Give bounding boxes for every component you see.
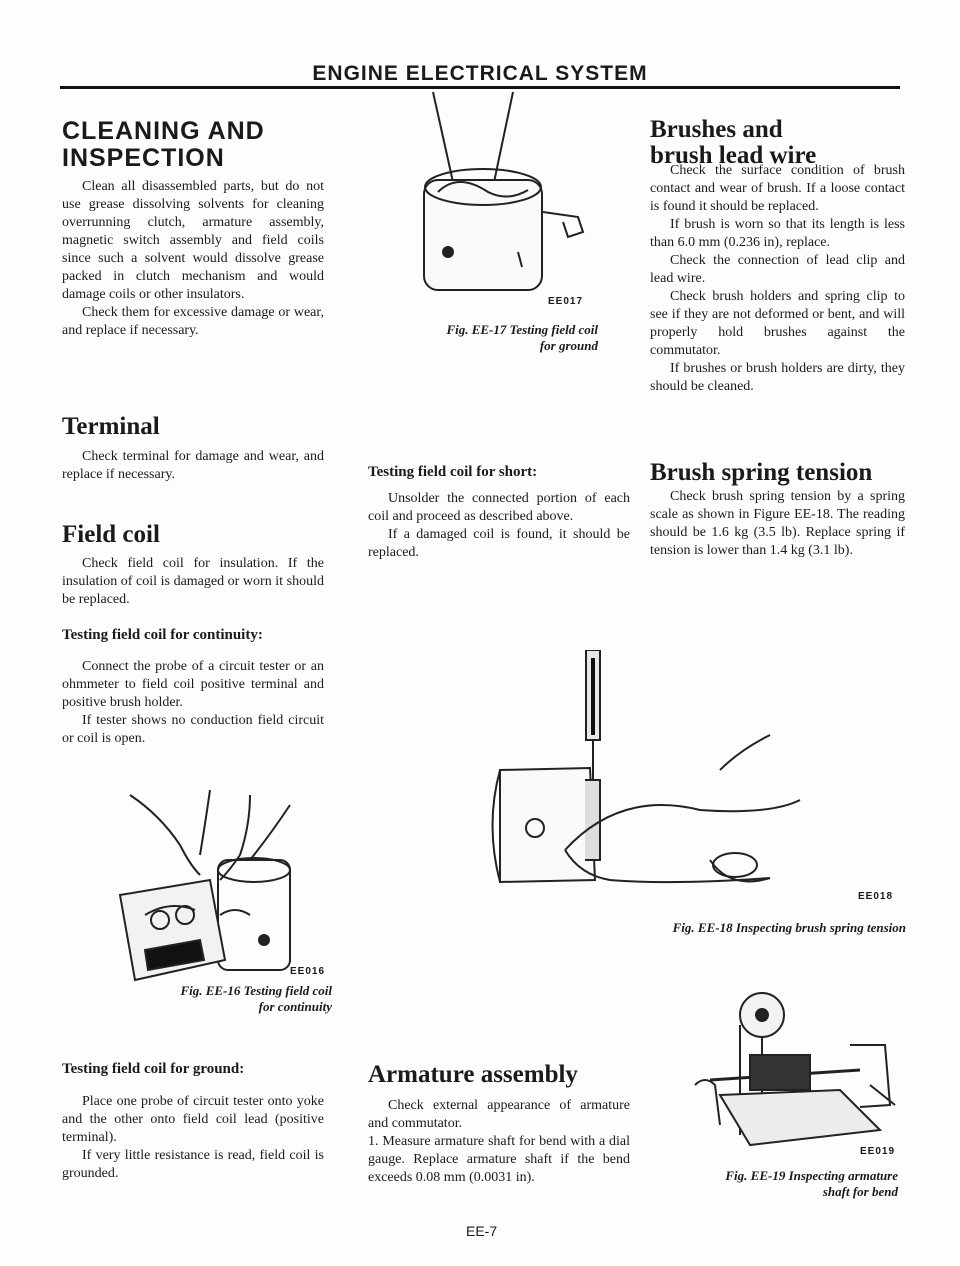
fig-ee16-code: EE016 — [290, 966, 326, 977]
paragraph: Check external appearance of armature and commutator. — [368, 1098, 630, 1131]
paragraph: Check the connection of lead clip and lead wire. — [650, 253, 905, 286]
ground-heading: Testing field coil for ground: — [62, 1061, 245, 1077]
paragraph: Clean all disassembled parts, but do not use grease dissolving solvents for cleaning overrunning clutch, armature assembly, magnetic switch assembly and field coils since such a solvent would dissolve grease packed in clutch mechanism and would damage coils or other insulators. — [62, 179, 324, 302]
caption-line: shaft for bend — [822, 1184, 898, 1199]
caption-line: Fig. EE-16 Testing field coil — [180, 983, 332, 998]
paragraph: Check field coil for insulation. If the insulation of coil is damaged or worn it should be replaced. — [62, 556, 324, 607]
fig-ee19-caption — [660, 1168, 898, 1200]
paragraph: Check them for excessive damage or wear, and replace if necessary. — [62, 305, 324, 338]
paragraph: If brushes or brush holders are dirty, they should be cleaned. — [650, 361, 905, 394]
page-header: ENGINE ELECTRICAL SYSTEM — [312, 62, 648, 85]
paragraph: Check brush holders and spring clip to see if they are not deformed or bent, and will properly hold brushes against the commutator. — [650, 289, 905, 358]
continuity-heading: Testing field coil for continuity: — [62, 627, 263, 643]
paragraph: If brush is worn so that its length is less than 6.0 mm (0.236 in), replace. — [650, 217, 905, 250]
fig-ee16-illustration — [100, 785, 300, 985]
paragraph: Check terminal for damage and wear, and replace if necessary. — [62, 449, 324, 482]
caption-line: for continuity — [258, 999, 332, 1014]
caption-line: Fig. EE-17 Testing field coil — [446, 322, 598, 337]
fig-ee16-caption — [120, 983, 332, 1015]
paragraph: Check the surface condition of brush contact and wear of brush. If a loose contact is found it should be replaced. — [650, 163, 905, 214]
spring-body — [650, 488, 905, 560]
paragraph: If a damaged coil is found, it should be replaced. — [368, 527, 630, 560]
header-rule — [60, 86, 900, 89]
caption-line: Fig. EE-19 Inspecting armature — [725, 1168, 898, 1183]
paragraph: If tester shows no conduction field circuit or coil is open. — [62, 713, 324, 746]
continuity-body — [62, 658, 324, 748]
field-coil-body — [62, 555, 324, 609]
heading-line: Brushes and — [650, 116, 783, 143]
page-number: EE-7 — [466, 1223, 498, 1239]
paragraph: 1. Measure armature shaft for bend with a dial gauge. Replace armature shaft if the bend exceeds 0.08 mm (0.0031 in). — [368, 1134, 630, 1185]
armature-heading: Armature assembly — [368, 1061, 578, 1088]
paragraph: Connect the probe of a circuit tester or an ohmmeter to field coil positive terminal and positive brush holder. — [62, 659, 324, 710]
fig-ee18-illustration — [470, 650, 810, 910]
paragraph: Unsolder the connected portion of each coil and proceed as described above. — [368, 491, 630, 524]
armature-body — [368, 1097, 630, 1187]
ground-body — [62, 1093, 324, 1183]
fig-ee18-code: EE018 — [858, 891, 894, 902]
terminal-body — [62, 448, 324, 484]
fig-ee18-caption: Fig. EE-18 Inspecting brush spring tension — [672, 920, 906, 935]
short-heading: Testing field coil for short: — [368, 464, 538, 480]
paragraph: If very little resistance is read, field coil is grounded. — [62, 1148, 324, 1181]
spring-heading: Brush spring tension — [650, 459, 873, 486]
fig-ee19-code: EE019 — [860, 1146, 896, 1157]
fig-ee17-code: EE017 — [548, 296, 584, 307]
caption-line: for ground — [539, 338, 598, 353]
short-body — [368, 490, 630, 562]
brushes-body — [650, 162, 905, 396]
fig-ee19-illustration — [690, 985, 905, 1155]
paragraph: Check brush spring tension by a spring scale as shown in Figure EE-18. The reading should be 1.6 kg (3.5 lb). Replace spring if tension is lower than 1.4 kg (3.1 lb). — [650, 489, 905, 558]
paragraph: Place one probe of circuit tester onto yoke and the other onto field coil lead (positive terminal). — [62, 1094, 324, 1145]
heading-line: brush lead wire — [650, 142, 817, 169]
field-coil-heading: Field coil — [62, 521, 160, 548]
fig-ee17-caption — [400, 322, 598, 354]
terminal-heading: Terminal — [62, 413, 160, 440]
cleaning-heading: CLEANING AND INSPECTION — [62, 117, 265, 172]
cleaning-body — [62, 178, 324, 340]
fig-ee17-illustration — [418, 92, 598, 310]
